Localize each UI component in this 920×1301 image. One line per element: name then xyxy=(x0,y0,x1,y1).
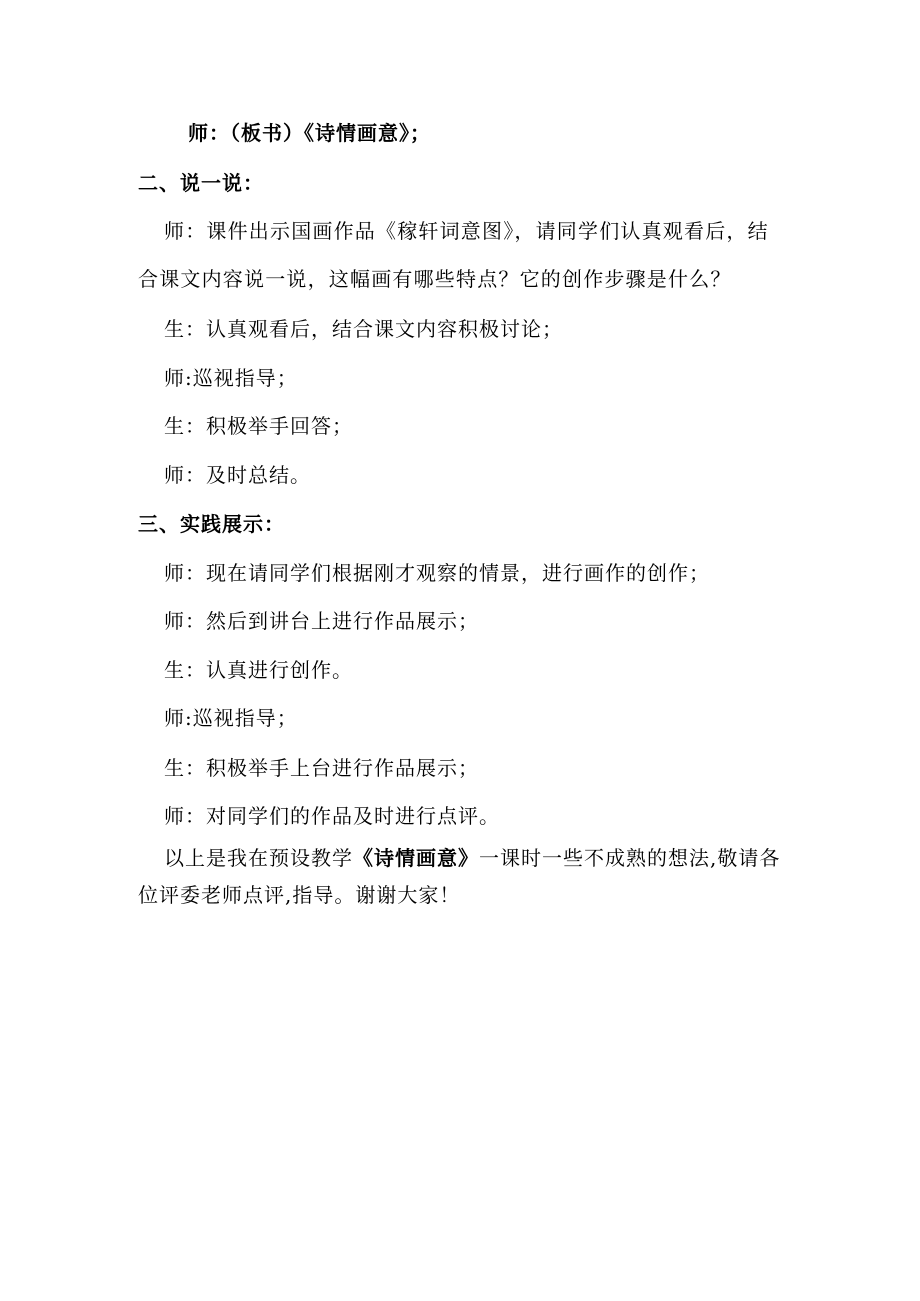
section-heading-discuss: 二、说一说： xyxy=(138,171,264,195)
closing-lesson-title: 《诗情画意》 xyxy=(353,846,479,870)
paragraph-line: 生：认真进行创作。 xyxy=(164,658,353,682)
paragraph-line: 生：积极举手上台进行作品展示； xyxy=(164,756,479,780)
closing-suffix: 一课时一些不成熟的想法,敬请各位评委老师点评,指导。谢谢大家！ xyxy=(138,846,781,907)
closing-paragraph xyxy=(138,840,788,914)
paragraph-line: 师：及时总结。 xyxy=(164,463,311,487)
paragraph-line: 师：课件出示国画作品《稼轩词意图》，请同学们认真观看后，结 xyxy=(164,219,769,243)
board-title-line: 师：（板书）《诗情画意》； xyxy=(188,121,431,145)
paragraph-line: 合课文内容说一说，这幅画有哪些特点？它的创作步骤是什么？ xyxy=(138,267,732,291)
paragraph-line: 师:巡视指导； xyxy=(164,706,298,730)
paragraph-line: 师：现在请同学们根据刚才观察的情景，进行画作的创作； xyxy=(164,561,710,585)
paragraph-line: 生：认真观看后，结合课文内容积极讨论； xyxy=(164,317,563,341)
section-heading-practice: 三、实践展示： xyxy=(138,512,285,536)
paragraph-line: 师：对同学们的作品及时进行点评。 xyxy=(164,804,500,828)
closing-prefix: 以上是我在预设教学 xyxy=(164,846,353,870)
paragraph-line: 师:巡视指导； xyxy=(164,366,298,390)
paragraph-line: 生：积极举手回答； xyxy=(164,414,353,438)
paragraph-line: 师：然后到讲台上进行作品展示； xyxy=(164,609,479,633)
